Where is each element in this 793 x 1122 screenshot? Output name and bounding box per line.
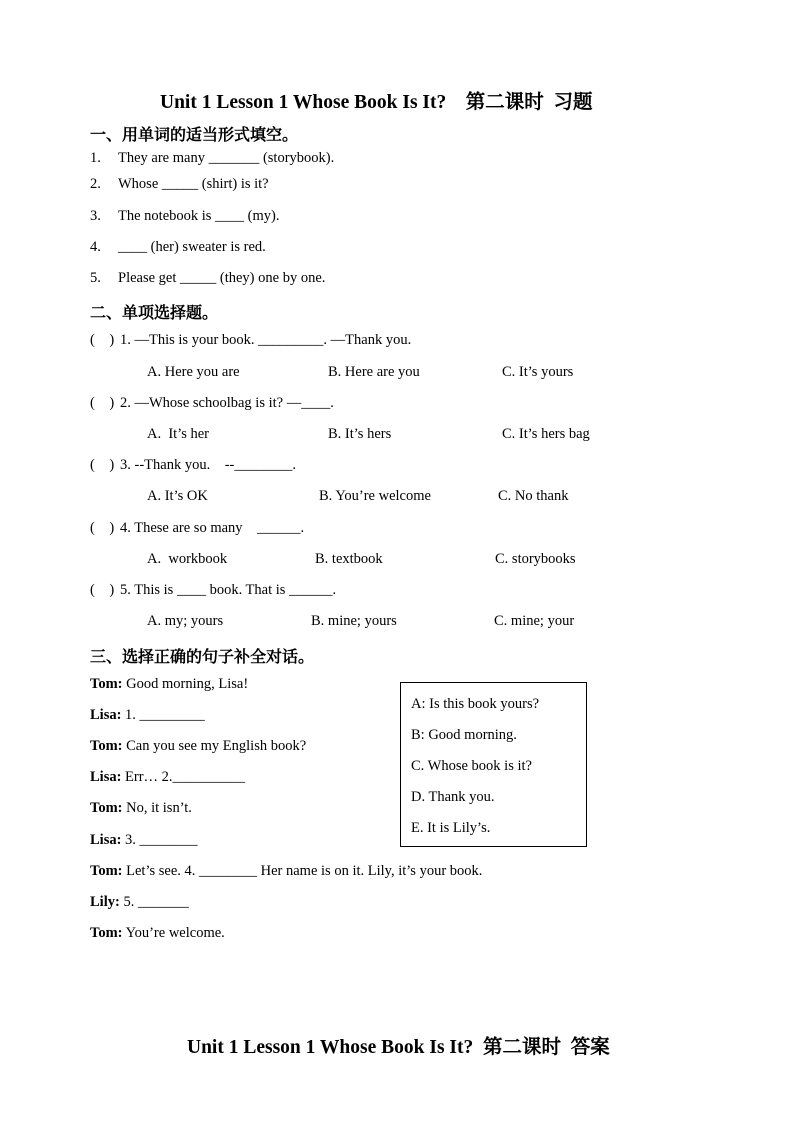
mcq-2-option-b: B. It’s hers (328, 426, 392, 442)
mcq-1-option-b: B. Here are you (328, 364, 420, 380)
dialogue-line (90, 800, 192, 817)
speaker-name: Tom: (90, 925, 123, 941)
s1-item-2-text: Whose _____ (shirt) is it? (118, 176, 269, 192)
mcq-4-option-c: C. storybooks (495, 551, 576, 567)
speaker-name: Lily: (90, 894, 120, 910)
section-2-heading: 二、单项选择题。 (90, 305, 219, 322)
dialogue-text: Let’s see. 4. ________ Her name is on it. Lily, it’s your book. (122, 863, 483, 879)
answer-title: Unit 1 Lesson 1 Whose Book Is It? 第二课时 答案 (187, 1037, 610, 1058)
choice-c: C. Whose book is it? (411, 758, 532, 774)
dialogue-line (90, 832, 198, 849)
s1-item-4-number: 4. (90, 239, 101, 255)
s1-item-1-text: They are many _______ (storybook). (118, 150, 335, 166)
mcq-3-option-a: A. It’s OK (147, 488, 208, 504)
dialogue-text: Err… 2.__________ (121, 769, 246, 785)
s1-item-5-text: Please get _____ (they) one by one. (118, 270, 326, 286)
dialogue-text: 1. _________ (121, 707, 205, 723)
section-1-heading: 一、用单词的适当形式填空。 (90, 127, 299, 144)
mcq-2-stem: 2. —Whose schoolbag is it? —____. (120, 395, 334, 411)
mcq-4-option-b: B. textbook (315, 551, 383, 567)
page-title: Unit 1 Lesson 1 Whose Book Is It? 第二课时 习题 (160, 92, 593, 113)
mcq-2-option-c: C. It’s hers bag (502, 426, 590, 442)
choice-e: E. It is Lily’s. (411, 820, 491, 836)
answer-blank-paren: ( ) (90, 395, 115, 411)
mcq-1-stem: 1. —This is your book. _________. —Thank you. (120, 332, 412, 348)
answer-choices-box (400, 682, 587, 847)
s1-item-1-number: 1. (90, 150, 101, 166)
dialogue-line (90, 863, 482, 880)
speaker-name: Tom: (90, 676, 123, 692)
dialogue-text: No, it isn’t. (122, 800, 192, 816)
dialogue-text: You’re welcome. (122, 925, 225, 941)
answer-blank-paren: ( ) (90, 457, 115, 473)
dialogue-line (90, 925, 225, 942)
s1-item-4-text: ____ (her) sweater is red. (118, 239, 266, 255)
s1-item-3-number: 3. (90, 208, 101, 224)
dialogue-line (90, 769, 245, 786)
dialogue-text: 3. ________ (121, 832, 198, 848)
mcq-4-stem: 4. These are so many ______. (120, 520, 305, 536)
dialogue-line (90, 707, 205, 724)
mcq-3-option-c: C. No thank (498, 488, 569, 504)
choice-b: B: Good morning. (411, 727, 517, 743)
mcq-2-option-a: A. It’s her (147, 426, 210, 442)
speaker-name: Tom: (90, 800, 123, 816)
s1-item-5-number: 5. (90, 270, 101, 286)
s1-item-3-text: The notebook is ____ (my). (118, 208, 280, 224)
mcq-1-option-a: A. Here you are (147, 364, 240, 380)
choice-a: A: Is this book yours? (411, 696, 540, 712)
dialogue-text: 5. _______ (119, 894, 189, 910)
mcq-5-option-a: A. my; yours (147, 613, 224, 629)
s1-item-2-number: 2. (90, 176, 101, 192)
mcq-4-option-a: A. workbook (147, 551, 228, 567)
mcq-3-option-b: B. You’re welcome (319, 488, 431, 504)
section-3-heading: 三、选择正确的句子补全对话。 (90, 649, 315, 666)
answer-blank-paren: ( ) (90, 520, 115, 536)
dialogue-line (90, 738, 306, 755)
dialogue-text: Can you see my English book? (122, 738, 307, 754)
choice-d: D. Thank you. (411, 789, 495, 805)
mcq-3-stem: 3. --Thank you. --________. (120, 457, 296, 473)
speaker-name: Lisa: (90, 707, 122, 723)
answer-blank-paren: ( ) (90, 332, 115, 348)
speaker-name: Tom: (90, 738, 123, 754)
mcq-5-stem: 5. This is ____ book. That is ______. (120, 582, 337, 598)
answer-blank-paren: ( ) (90, 582, 115, 598)
mcq-5-option-b: B. mine; yours (311, 613, 397, 629)
mcq-5-option-c: C. mine; your (494, 613, 575, 629)
speaker-name: Lisa: (90, 769, 122, 785)
dialogue-line (90, 894, 189, 911)
mcq-1-option-c: C. It’s yours (502, 364, 574, 380)
speaker-name: Lisa: (90, 832, 122, 848)
dialogue-line (90, 676, 248, 693)
dialogue-text: Good morning, Lisa! (122, 676, 249, 692)
speaker-name: Tom: (90, 863, 123, 879)
